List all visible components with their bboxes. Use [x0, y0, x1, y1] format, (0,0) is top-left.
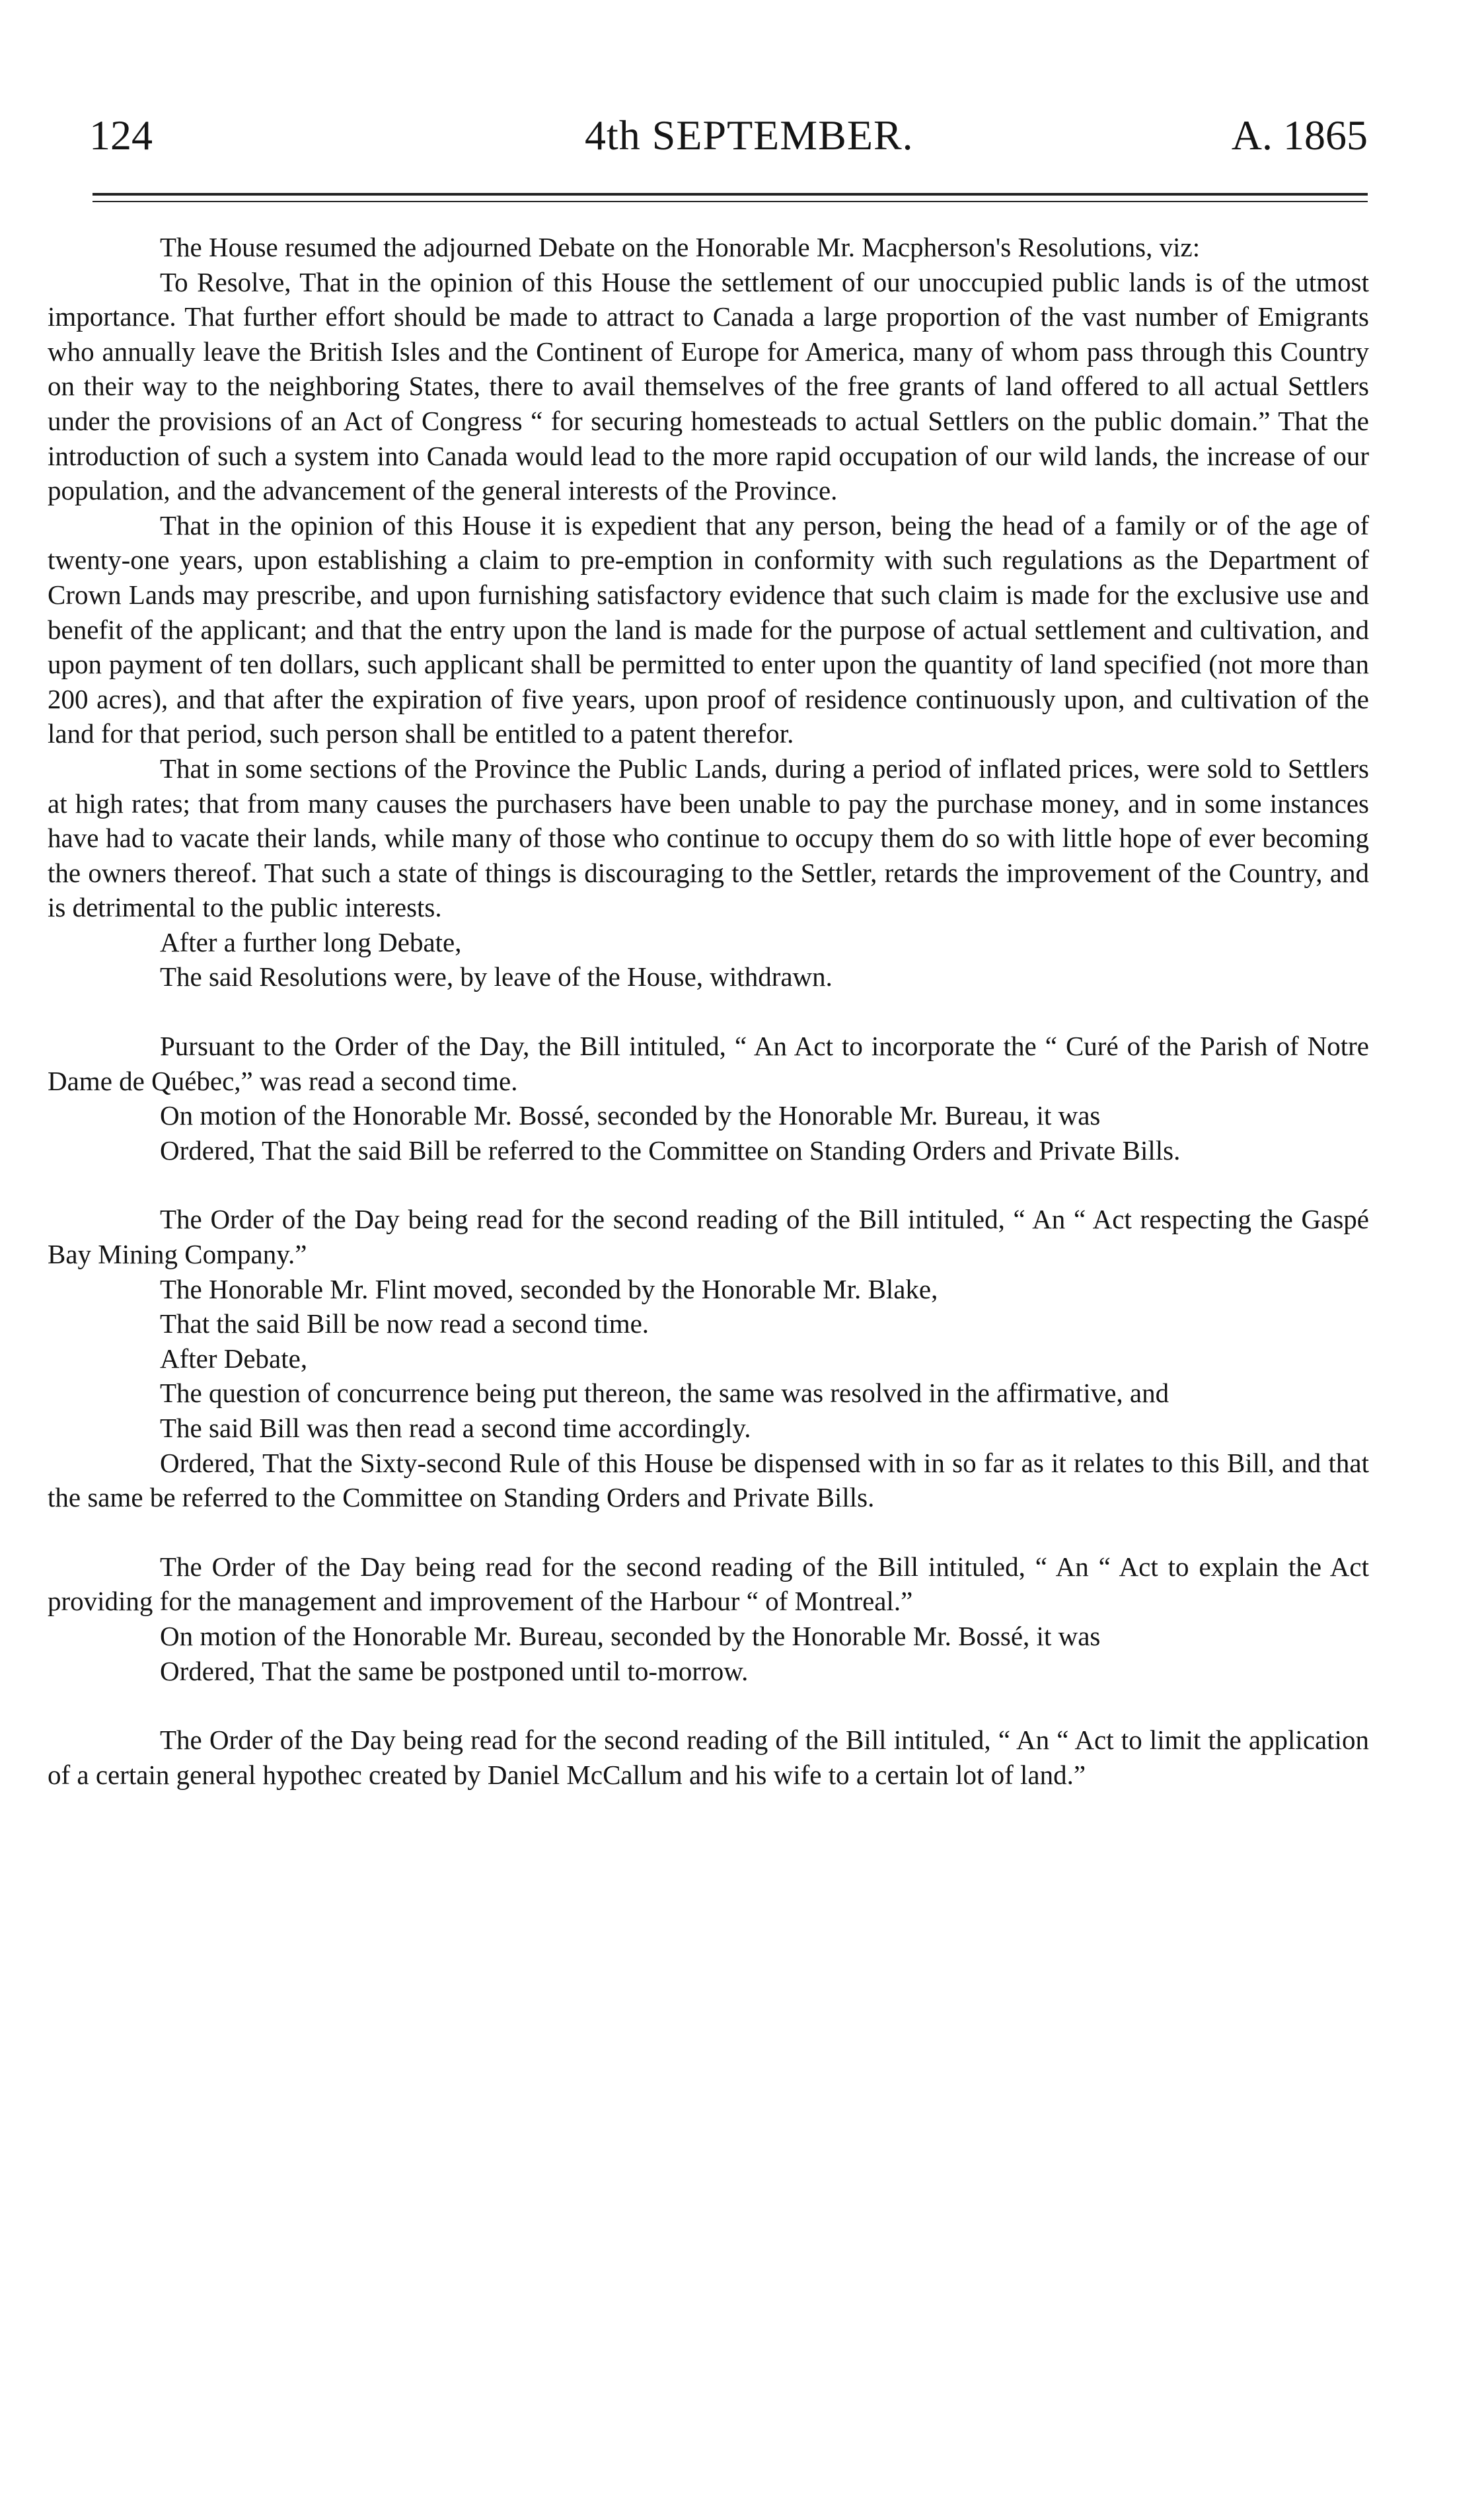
paragraph: The Order of the Day being read for the second reading of the Bill intituled, “ An “ Act respecting the Gaspé Bay Mining Company.” — [48, 1204, 1369, 1270]
paragraph: The Order of the Day being read for the second reading of the Bill intituled, “ An “ Act to explain the Act providing for the management and improvement of the Harbour “ of Montreal.” — [48, 1551, 1369, 1617]
page-year: A. 1865 — [1231, 112, 1368, 159]
paragraph: On motion of the Honorable Mr. Bossé, seconded by the Honorable Mr. Bureau, it was — [160, 1100, 1101, 1131]
paragraph: That in the opinion of this House it is expedient that any person, being the head of a family or of the age of twenty-one years, upon establishing a claim to pre-emption in conformity with such regulations as the Department of Crown Lands may prescribe, and upon furnishing satisfactory evidence that such claim is made for the exclusive use and benefit of the applicant; and that the entry upon the land is made for the purpose of actual settlement and cultivation, and upon payment of ten dollars, such applicant shall be permitted to enter upon the quantity of land specified (not more than 200 acres), and that after the expiration of five years, upon proof of residence continuously upon, and cultivation of the land for that period, such person shall be entitled to a patent therefor. — [48, 509, 1369, 749]
page-header — [89, 111, 1368, 177]
paragraph: The Order of the Day being read for the second reading of the Bill intituled, “ An “ Act to limit the application of a certain general hypothec created by Daniel McCallum and his wife to a certain lot of land.” — [48, 1725, 1369, 1790]
paragraph: The Honorable Mr. Flint moved, seconded by the Honorable Mr. Blake, — [160, 1273, 938, 1304]
paragraph: The question of concurrence being put thereon, the same was resolved in the affirmative, and — [160, 1378, 1169, 1409]
paragraph: Ordered, That the same be postponed until to-morrow. — [160, 1655, 749, 1686]
paragraph: To Resolve, That in the opinion of this House the settlement of our unoccupied public lands is of the utmost importance. That further effort should be made to attract to Canada a large proportion of the vast number of Emigrants who annually leave the British Isles and the Continent of Europe for America, many of whom pass through this Country on their way to the neighboring States, there to avail themselves of the free grants of land offered to all actual Settlers under the provisions of an Act of Congress “ for securing homesteads to actual Settlers on the public domain.” That the introduction of such a system into Canada would lead to the more rapid occupation of our wild lands, the increase of our population, and the advancement of the general interests of the Province. — [48, 266, 1369, 506]
paragraph: That the said Bill be now read a second time. — [160, 1308, 649, 1339]
journal-body — [48, 230, 1369, 1792]
header-rule-thin — [93, 201, 1368, 202]
paragraph: Ordered, That the Sixty-second Rule of this House be dispensed with in so far as it relates to this Bill, and that the same be referred to the Committee on Standing Orders and Private Bills. — [48, 1447, 1369, 1513]
paragraph: On motion of the Honorable Mr. Bureau, seconded by the Honorable Mr. Bossé, it was — [160, 1620, 1101, 1651]
page-number: 124 — [89, 112, 153, 159]
header-rule — [93, 193, 1368, 196]
paragraph: Pursuant to the Order of the Day, the Bill intituled, “ An Act to incorporate the “ Curé of the Parish of Notre Dame de Québec,” was read a second time. — [48, 1031, 1369, 1096]
paragraph: After Debate, — [160, 1343, 308, 1374]
paragraph: The said Bill was then read a second time accordingly. — [160, 1413, 751, 1443]
paragraph: The said Resolutions were, by leave of the House, withdrawn. — [160, 961, 833, 992]
paragraph: That in some sections of the Province the Public Lands, during a period of inflated prices, were sold to Settlers at high rates; that from many causes the purchasers have been unable to pay the purchase money, and in some instances have had to vacate their lands, while many of those who continue to occupy them do so with little hope of ever becoming the owners thereof. That such a state of things is discouraging to the Settler, retards the improvement of the Country, and is detrimental to the public interests. — [48, 753, 1369, 923]
paragraph: After a further long Debate, — [160, 926, 462, 957]
page-date: 4th SEPTEMBER. — [585, 112, 914, 159]
paragraph: Ordered, That the said Bill be referred to the Committee on Standing Orders and Private Bills. — [160, 1135, 1181, 1166]
paragraph: The House resumed the adjourned Debate on the Honorable Mr. Macpherson's Resolutions, viz: — [160, 232, 1201, 262]
